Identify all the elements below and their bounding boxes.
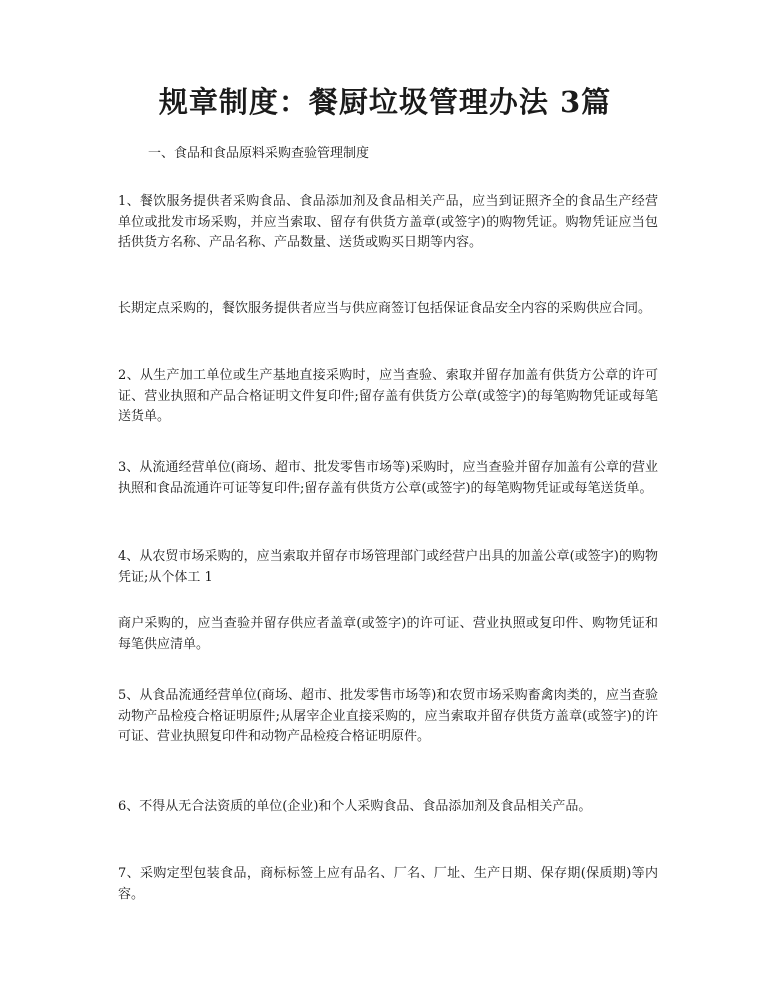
document-title: 规章制度：餐厨垃圾管理办法 3篇: [158, 85, 612, 119]
paragraph-8: 6、不得从无合法资质的单位(企业)和个人采购食品、食品添加剂及食品相关产品。: [118, 799, 592, 814]
paragraph-1: 1、餐饮服务提供者采购食品、食品添加剂及食品相关产品，应当到证照齐全的食品生产经营单位或批发市场采购，并应当索取、留存有供货方盖章(或签字)的购物凭证。购物凭证应当包括供货方名称、产品名称、产品数量、送货或购买日期等内容。: [118, 194, 658, 250]
paragraph-6: 商户采购的，应当查验并留存供应者盖章(或签字)的许可证、营业执照或复印件、购物凭证和每笔供应清单。: [118, 616, 658, 652]
section-heading: 一、食品和食品原料采购查验管理制度: [148, 146, 370, 161]
paragraph-5: 4、从农贸市场采购的，应当索取并留存市场管理部门或经营户出具的加盖公章(或签字)的购物凭证;从个体工 1: [118, 549, 658, 585]
paragraph-9: 7、采购定型包装食品，商标标签上应有品名、厂名、厂址、生产日期、保存期(保质期)等内容。: [118, 866, 658, 902]
paragraph-3: 2、从生产加工单位或生产基地直接采购时，应当查验、索取并留存加盖有供货方公章的许可证、营业执照和产品合格证明文件复印件;留存盖有供货方公章(或签字)的每笔购物凭证或每笔送货单。: [118, 368, 658, 424]
paragraph-7: 5、从食品流通经营单位(商场、超市、批发零售市场等)和农贸市场采购畜禽肉类的，应当查验动物产品检疫合格证明原件;从屠宰企业直接采购的，应当索取并留存供货方盖章(或签字)的许可证、营业执照复印件和动物产品检疫合格证明原件。: [118, 688, 658, 744]
paragraph-4: 3、从流通经营单位(商场、超市、批发零售市场等)采购时，应当查验并留存加盖有公章的营业执照和食品流通许可证等复印件;留存盖有供货方公章(或签字)的每笔购物凭证或每笔送货单。: [118, 460, 658, 496]
paragraph-2: 长期定点采购的，餐饮服务提供者应当与供应商签订包括保证食品安全内容的采购供应合同。: [118, 301, 652, 316]
